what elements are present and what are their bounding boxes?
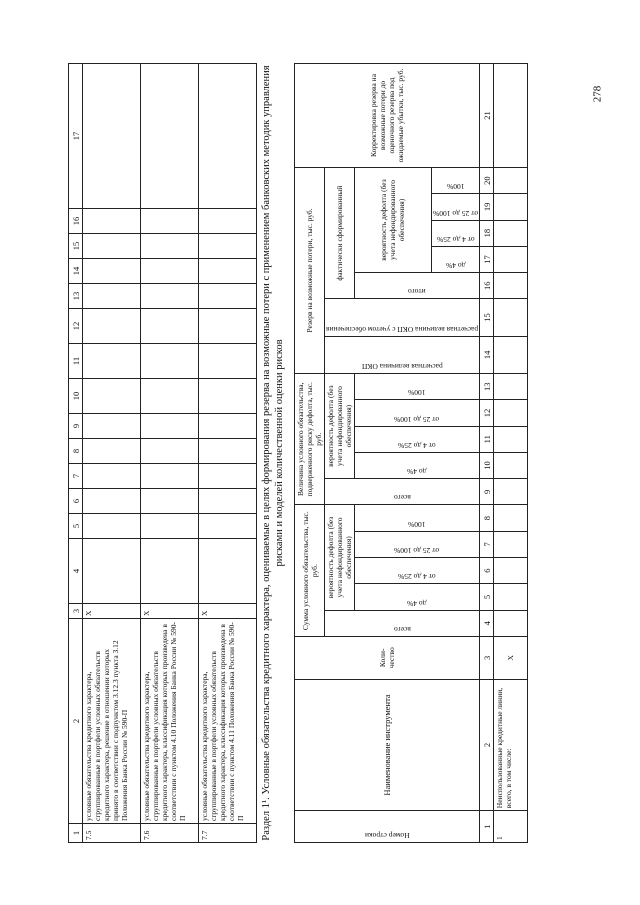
row-mark: X xyxy=(199,604,257,619)
probability-label: вероятность дефолта (без учета нефондированного обеспечения) xyxy=(325,374,355,479)
section-title: Раздел 1¹. Условные обязательства кредитного характера, оцениваемые в целях формирования резерва на возможные потери с применением банковских методик управления рисками и моделей количественной оценки рисков xyxy=(261,65,285,841)
col-header: 3 xyxy=(69,604,83,619)
probability-label: вероятность дефолта (без учета нефондированного обеспечения) xyxy=(355,167,432,272)
col-number: 20 xyxy=(480,167,494,193)
col-header: 7 xyxy=(69,464,83,489)
calc-okp-label: расчетная величина ОКП xyxy=(361,362,443,372)
col-number: 14 xyxy=(480,336,494,373)
row-text: условные обязательства кредитного характера, сгруппированные в портфели условных обязательств кредитного характера, классификация которых произведена в соответствии с пунктом 4.10 Положения Банка России № 590-П xyxy=(141,619,199,824)
p2-label: от 4 до 25% xyxy=(398,572,436,582)
header-row xyxy=(295,64,325,843)
col-number: 17 xyxy=(480,246,494,272)
page-number: 278 xyxy=(591,85,604,103)
upper-table xyxy=(68,63,257,843)
col-number: 4 xyxy=(480,610,494,636)
table-row xyxy=(141,64,199,843)
row-mark: X xyxy=(141,604,199,619)
col-header: 5 xyxy=(69,514,83,539)
row-mark: X xyxy=(494,636,528,679)
p3-label: от 25 до 100% xyxy=(394,546,440,556)
row-number: 1 xyxy=(494,811,528,843)
col-header: 2 xyxy=(69,619,83,824)
p2-label: от 4 до 25% xyxy=(398,440,436,450)
row-text: Неиспользованные кредитные линии, всего, в том числе: xyxy=(494,679,528,810)
col-header: 15 xyxy=(69,234,83,259)
p1-label: до 4% xyxy=(445,261,466,271)
col-number: 3 xyxy=(480,636,494,679)
value-header: Величина условного обязательства, подверженного риску дефолта, тыс. руб. xyxy=(295,374,325,505)
p1-label: до 4% xyxy=(407,467,427,477)
col-number: 13 xyxy=(480,374,494,400)
col-number: 2 xyxy=(480,679,494,810)
col-header: 13 xyxy=(69,284,83,309)
col-number: 11 xyxy=(480,426,494,452)
col-number: 16 xyxy=(480,273,494,299)
probability-label: вероятность дефолта (без учета нефондированного обеспечения) xyxy=(325,505,355,610)
column-numbers-row xyxy=(480,64,494,843)
table-row xyxy=(494,64,528,843)
instrument-header: Наименование инструмента xyxy=(295,679,480,810)
col-header: 1 xyxy=(69,824,83,843)
col-header: 11 xyxy=(69,344,83,379)
lower-table xyxy=(294,63,528,843)
col-header: 10 xyxy=(69,379,83,414)
row-number-header: Номер строки xyxy=(364,831,410,840)
table-row xyxy=(83,64,141,843)
header-row xyxy=(69,64,83,843)
col-header: 6 xyxy=(69,489,83,514)
total-label: всего xyxy=(393,493,411,503)
col-header: 9 xyxy=(69,414,83,439)
total-label: всего xyxy=(393,624,411,634)
row-number: 7.7 xyxy=(199,824,257,843)
row-mark: X xyxy=(83,604,141,619)
row-number: 7.5 xyxy=(83,824,141,843)
col-number: 18 xyxy=(480,220,494,246)
col-number: 1 xyxy=(480,811,494,843)
p3-label: от 25 до 100% xyxy=(394,414,440,424)
col-number: 6 xyxy=(480,558,494,584)
rotated-page xyxy=(62,63,582,843)
actual-label: фактически сформированный xyxy=(325,167,355,298)
col-number: 7 xyxy=(480,531,494,557)
col-number: 21 xyxy=(480,64,494,168)
col-number: 15 xyxy=(480,299,494,336)
quantity-header: Коли-чество xyxy=(295,636,480,679)
col-number: 19 xyxy=(480,194,494,220)
itogo-label: итого xyxy=(408,287,426,297)
p3-label: от 25 до 100% xyxy=(432,208,479,218)
row-number: 7.6 xyxy=(141,824,199,843)
p4-label: 100% xyxy=(446,182,465,192)
p2-label: от 4 до 25% xyxy=(436,234,475,244)
col-number: 9 xyxy=(480,479,494,505)
col-number: 10 xyxy=(480,452,494,478)
col-header: 17 xyxy=(69,64,83,209)
row-text: условные обязательства кредитного характера, сгруппированные в портфели условных обязательств кредитного характера, классификация которых произведена в соответствии с пунктом 4.11 Положения Банка России № 590-П xyxy=(199,619,257,824)
table-row xyxy=(199,64,257,843)
col-header: 16 xyxy=(69,209,83,234)
col-header: 8 xyxy=(69,439,83,464)
reserve-header: Резерв на возможные потери, тыс. руб. xyxy=(295,167,325,373)
col-header: 12 xyxy=(69,309,83,344)
p4-label: 100% xyxy=(408,519,426,529)
adjustment-header: Корректировка резерва на возможные потери до оценочного резерва под ожидаемые убытки, тыс. руб. xyxy=(295,64,480,168)
col-number: 12 xyxy=(480,400,494,426)
row-text: условные обязательства кредитного характера, сгруппированные в портфели условных обязательств кредитного характера, решение в отношении которых принято в соответствии с подпунктом 3.12.3 пункта 3.12 Положения Банка России № 590-П xyxy=(83,619,141,824)
col-header: 14 xyxy=(69,259,83,284)
p4-label: 100% xyxy=(408,388,426,398)
p1-label: до 4% xyxy=(407,598,427,608)
col-header: 4 xyxy=(69,539,83,604)
calc-okp-secured-label: расчетная величина ОКП с учетом обеспечения xyxy=(326,324,479,334)
sum-header: Сумма условного обязательства, тыс. руб. xyxy=(295,505,325,636)
col-number: 5 xyxy=(480,584,494,610)
col-number: 8 xyxy=(480,505,494,531)
